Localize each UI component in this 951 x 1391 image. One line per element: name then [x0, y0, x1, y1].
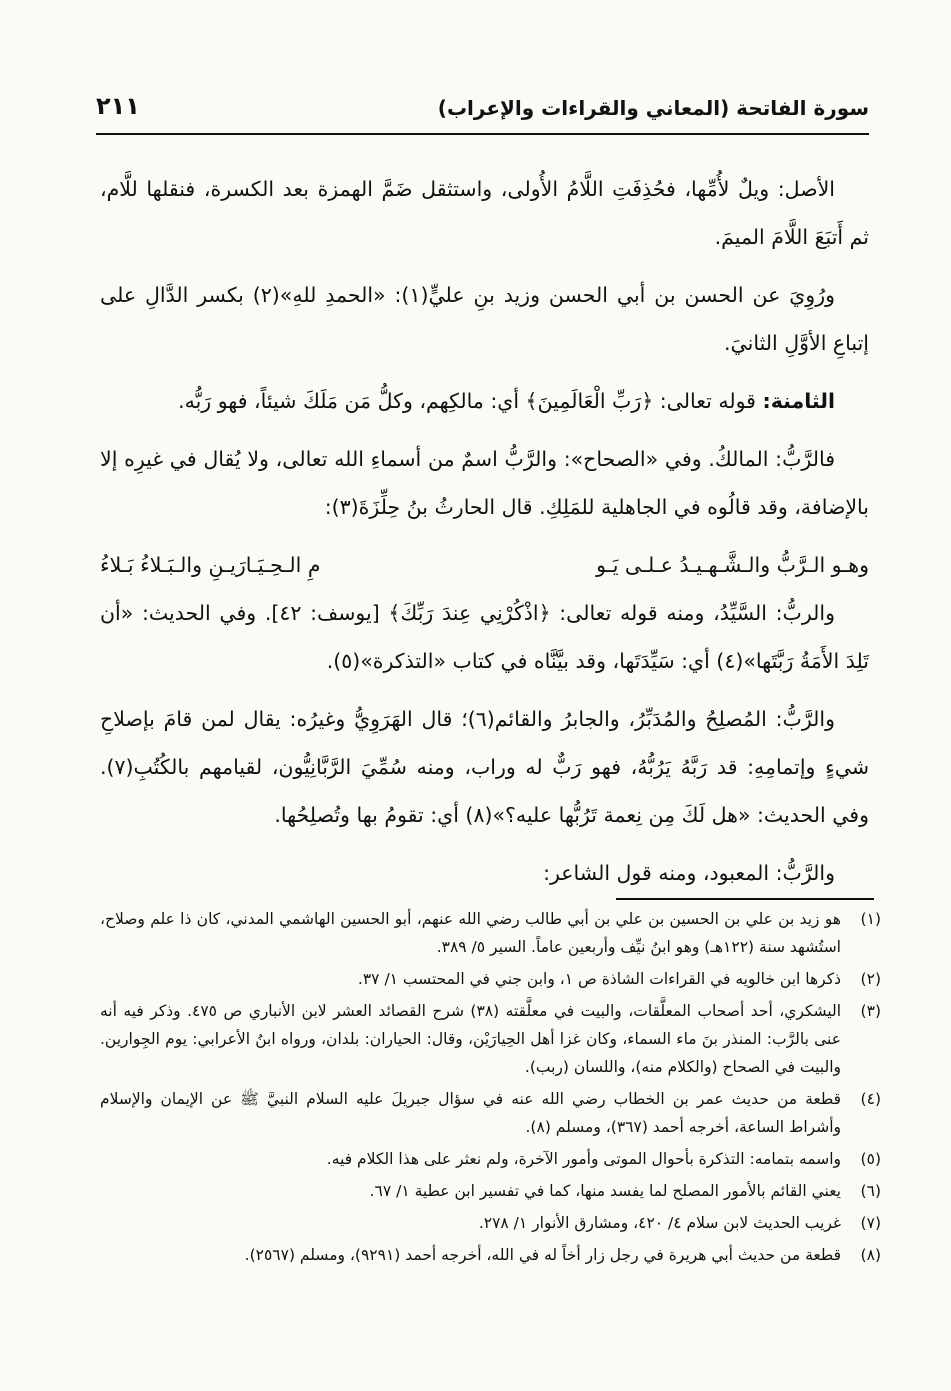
paragraph: والرَّبُّ: المعبود، ومنه قول الشاعر:	[543, 861, 835, 885]
footnote-number: (٥)	[860, 1150, 881, 1168]
footnote-text: اليشكري، أحد أصحاب المعلَّقات، والبيت في معلَّقته (٣٨) شرح القصائد العشر لابن الأنباري ص ٤٧٥. وذكر فيه أنه عنى بالرَّب: المنذر بنَ ماء السماء، وكان غزا أهل الحِيارَيْن، وقال: الحياران: بلدان، ورواه ابنُ الأعرابي: يوم الجِوارين. والبيت في الصحاح (والكلام منه)، واللسان (ربب).	[100, 1002, 842, 1076]
running-title: سورة الفاتحة (المعاني والقراءات والإعراب)	[437, 96, 869, 120]
paragraph: والرَّبُّ: المُصلِحُ والمُدَبِّرُ، والجابرُ والقائم(٦)؛ قال الهَرَوِيُّ وغيرُه: يقال لمن قامَ بإصلاحِ شيءٍ وإتمامِهِ: قد رَبَّهُ يَرُبُّهُ، فهو رَبٌّ له وراب، ومنه سُمِّيَ الرَّبَّانِيُّون، لقيامهم بالكُتُبِ(٧). وفي الحديث: «هل لَكَ مِن نِعمة تَرُبُّها عليه؟»(٨) أي: تقومُ بها وتُصلِحُها.	[100, 707, 869, 827]
footnote-separator	[616, 898, 874, 900]
paragraph	[100, 377, 869, 425]
footnote-text: واسمه بتمامه: التذكرة بأحوال الموتى وأمور الآخرة، ولم نعثر على هذا الكلام فيه.	[326, 1150, 841, 1168]
footnote-number: (٤)	[860, 1090, 881, 1108]
paragraph: ورُوِيَ عن الحسن بن أبي الحسن وزيد بنِ عليٍّ(١): «الحمدِ للهِ»(٢) بكسر الدَّالِ على إتباعِ الأوَّلِ الثانيَ.	[100, 283, 869, 355]
poetry-verse	[100, 541, 869, 589]
section-lead: الثامنة:	[762, 389, 835, 413]
footnote-number: (٣)	[860, 1002, 881, 1020]
verse-second-hemistich: مِ الـحِـيَـارَيـنِ والـبَـلاءُ بَـلاءُ	[100, 553, 321, 577]
footnote	[100, 1177, 881, 1205]
footnote	[100, 905, 881, 961]
running-header	[96, 92, 869, 120]
paragraph: فالرَّبُّ: المالكُ. وفي «الصحاح»: والرَّبُّ اسمٌ من أسماءِ الله تعالى، ولا يُقال في غيرِه إلا بالإضافة، وقد قالُوه في الجاهلية للمَلِكِ. قال الحارثُ بنُ حِلِّزَةَ(٣):	[100, 447, 869, 519]
footnote-text: هو زيد بن علي بن الحسين بن علي بن أبي طالب رضي الله عنهم، أبو الحسين الهاشمي المدني، كان ذا علم وصلاح، استُشهد سنة (١٢٢هـ) وهو ابنُ نيِّف وأربعين عاماً. السير ٥/ ٣٨٩.	[100, 910, 841, 956]
footnote	[100, 1241, 881, 1269]
footnote	[100, 965, 881, 993]
main-text	[100, 165, 869, 907]
footnote-number: (١)	[860, 910, 881, 928]
footnote	[100, 997, 881, 1081]
footnote-number: (٧)	[860, 1214, 881, 1232]
page-number: ٢١١	[96, 92, 140, 120]
footnotes	[100, 905, 881, 1273]
footnote-number: (٢)	[860, 970, 881, 988]
footnote	[100, 1209, 881, 1237]
paragraph-text: قوله تعالى: ﴿رَبِّ الْعَالَمِينَ﴾ أي: مالكِهم، وكلُّ مَن مَلَكَ شيئاً، فهو رَبُّه.	[178, 389, 756, 413]
footnote-number: (٦)	[860, 1182, 881, 1200]
verse-first-hemistich: وهـو الـرَّبُّ والـشَّـهـيـدُ عـلـى يَـو	[596, 553, 869, 577]
footnote	[100, 1145, 881, 1173]
paragraph: الأصل: ويلٌ لأُمِّها، فحُذِفَتِ اللَّامُ الأُولى، واستثقل ضَمَّ الهمزة بعد الكسرة، فنقلها للَّام، ثم أَتبَعَ اللَّامَ الميمَ.	[100, 177, 869, 249]
footnote-text: ذكرها ابن خالويه في القراءات الشاذة ص ١، وابن جني في المحتسب ١/ ٣٧.	[357, 970, 841, 988]
header-rule	[96, 133, 869, 135]
footnote-text: قطعة من حديث أبي هريرة في رجل زار أخاً له في الله، أخرجه أحمد (٩٢٩١)، ومسلم (٢٥٦٧).	[244, 1246, 841, 1264]
footnote-text: غريب الحديث لابن سلام ٤/ ٤٢٠، ومشارق الأنوار ١/ ٢٧٨.	[478, 1214, 841, 1232]
footnote-number: (٨)	[860, 1246, 881, 1264]
footnote	[100, 1085, 881, 1141]
paragraph: والربُّ: السَّيِّدُ، ومنه قوله تعالى: ﴿اذْكُرْنِي عِندَ رَبِّكَ﴾ [يوسف: ٤٢]. وفي الحديث: «أن تَلِدَ الأَمَةُ رَبَّتَها»(٤) أي: سَيِّدَتَها، وقد بيَّنَّاه في كتاب «التذكرة»(٥).	[100, 601, 869, 673]
footnote-text: يعني القائم بالأمور المصلح لما يفسد منها، كما في تفسير ابن عطية ١/ ٦٧.	[369, 1182, 841, 1200]
footnote-text: قطعة من حديث عمر بن الخطاب رضي الله عنه في سؤال جبريلَ عليه السلام النبيَّ ﷺ عن الإيمان والإسلام وأشراط الساعة، أخرجه أحمد (٣٦٧)، ومسلم (٨).	[100, 1090, 841, 1136]
